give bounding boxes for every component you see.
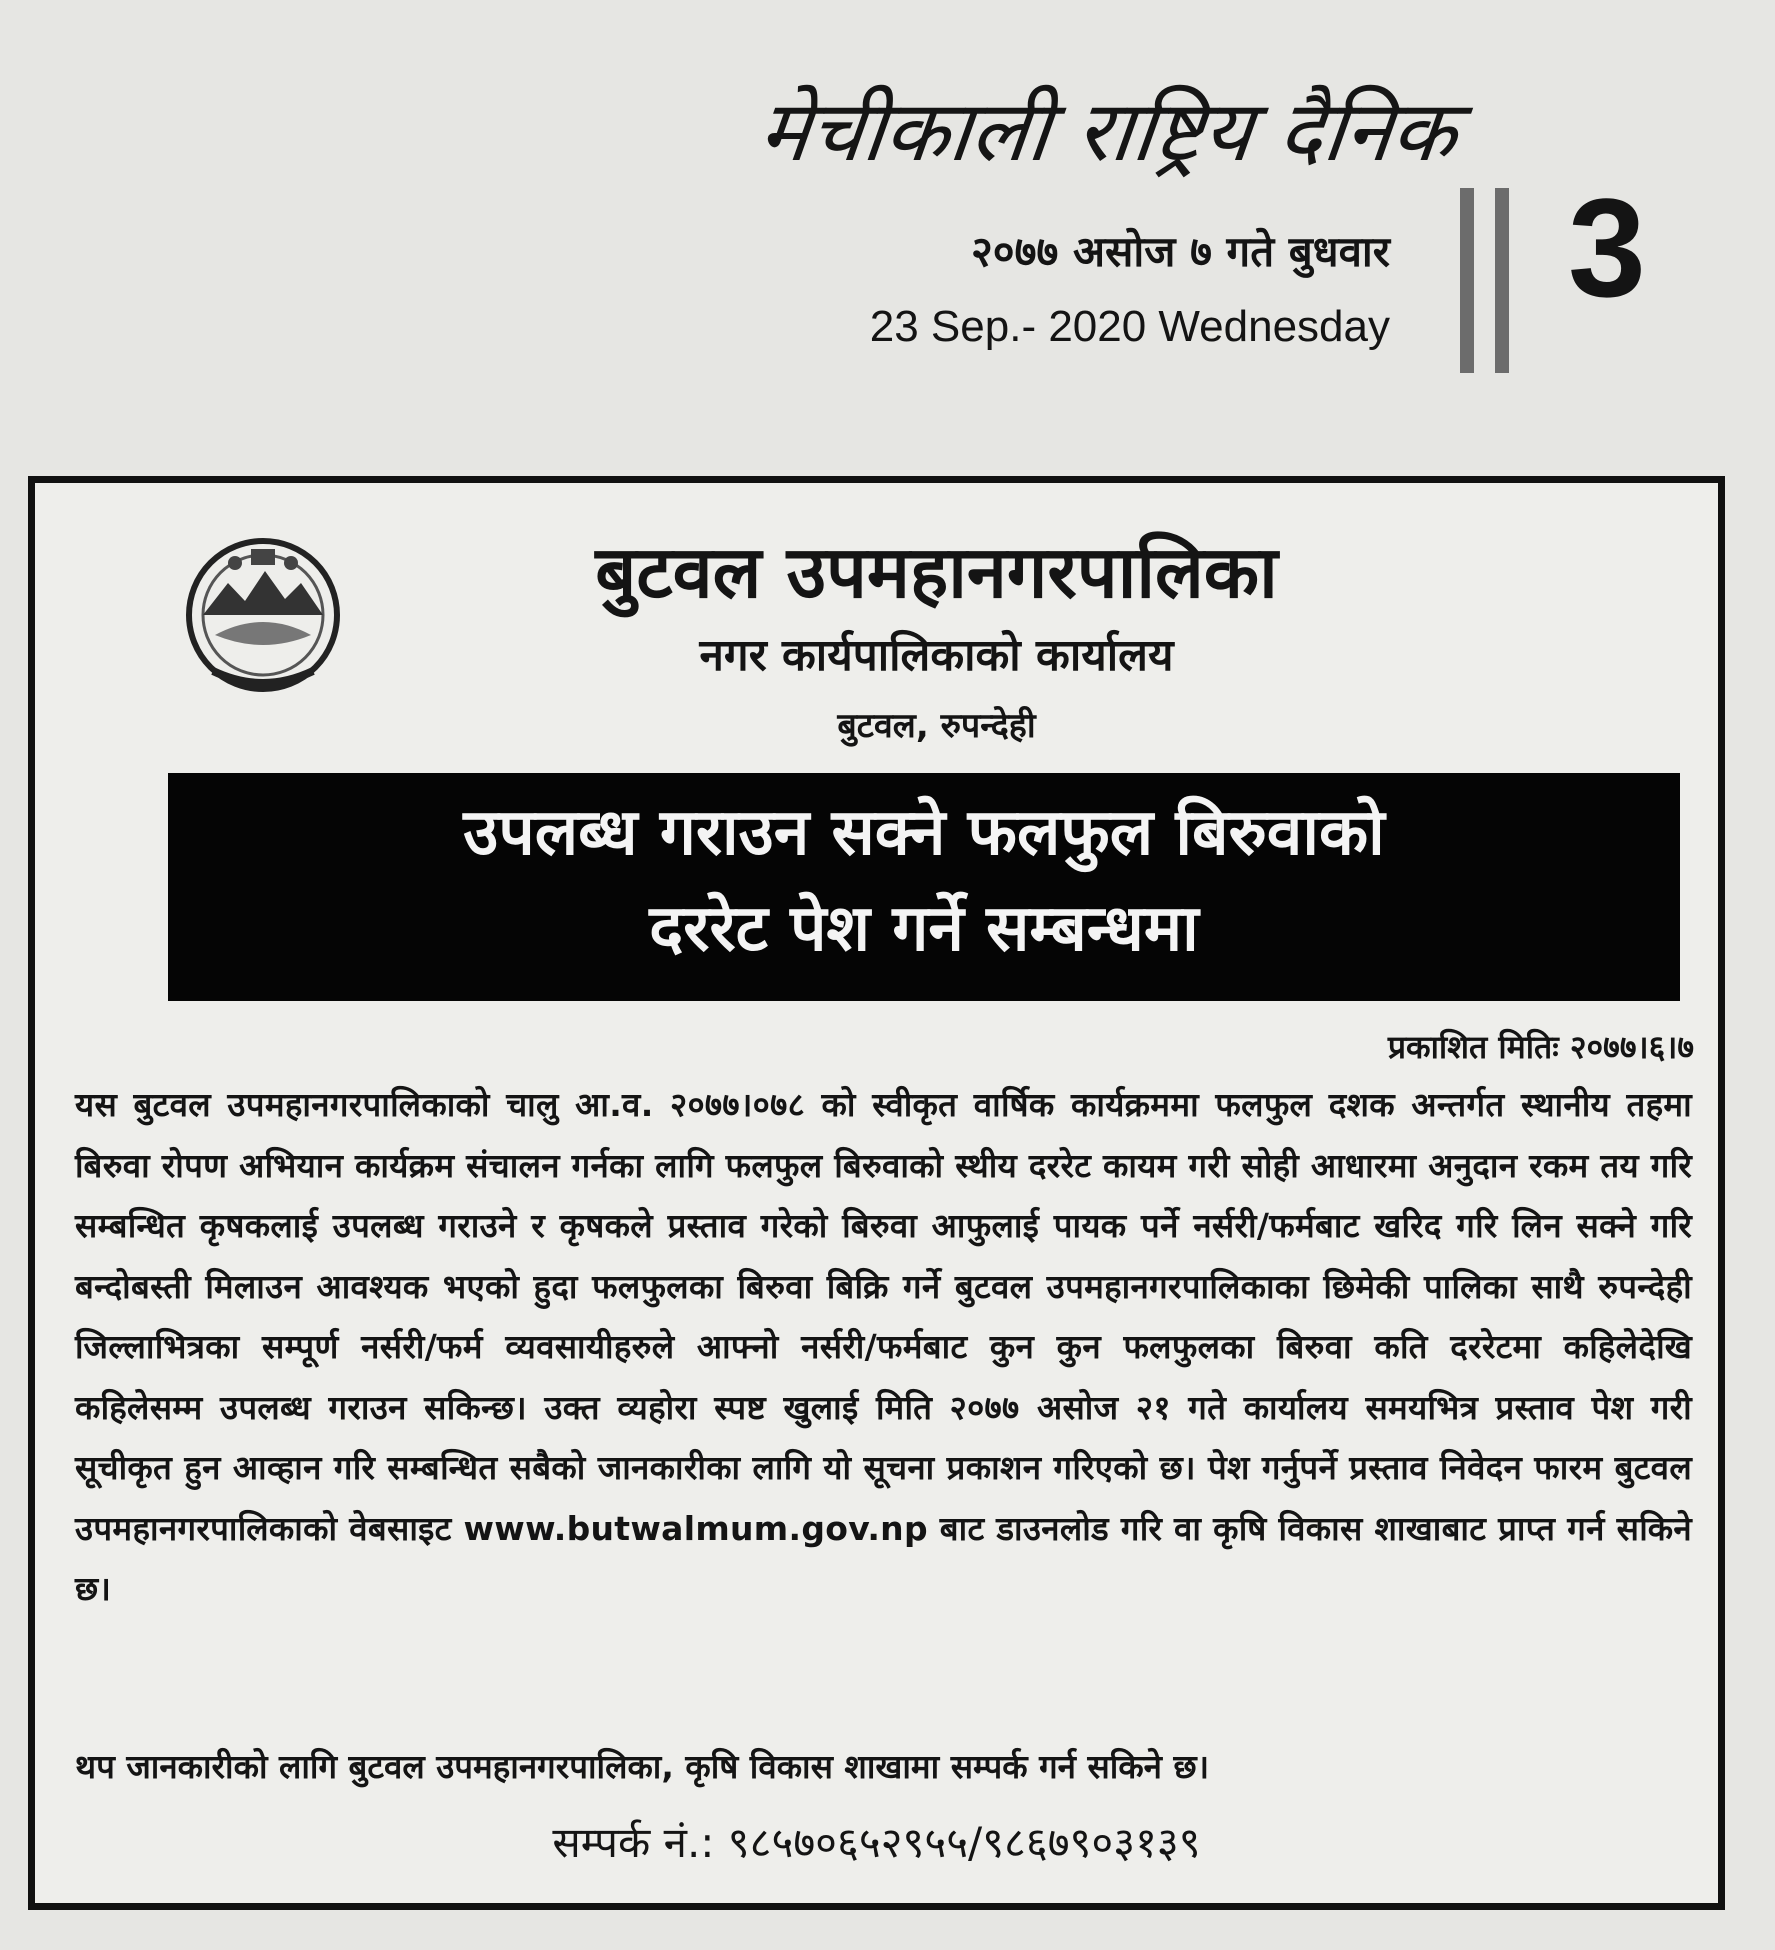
office-location: बुटवल, रुपन्देही (837, 706, 1036, 746)
notice-title (168, 773, 1680, 1001)
published-date: प्रकाशित मितिः २०७७।६।७ (1387, 1028, 1694, 1066)
page-number: 3 (1568, 169, 1646, 326)
page-divider-bar (1495, 188, 1509, 373)
page-divider-bar (1460, 188, 1474, 373)
contact-number: सम्पर्क नं.: ९८५७०६५२९५५/९८६७९०३१३९ (552, 1818, 1201, 1867)
date-english: 23 Sep.- 2020 Wednesday (869, 302, 1390, 351)
public-notice (28, 476, 1725, 1910)
office-subtitle: नगर कार्यपालिकाको कार्यालय (699, 630, 1174, 681)
notice-body: यस बुटवल उपमहानगरपालिकाको चालु आ.व. २०७७।०७८ को स्वीकृत वार्षिक कार्यक्रममा फलफुल दशक अन्तर्गत स्थानीय तहमा बिरुवा रोपण अभियान कार्यक्रम संचालन गर्नका लागि फलफुल बिरुवाको स्थीय दररेट कायम गरी सोही आधारमा अनुदान रकम तय गरि सम्बन्धित कृषकलाई उपलब्ध गराउने र कृषकले प्रस्ताव गरेको बिरुवा आफुलाई पायक पर्ने नर्सरी/फर्मबाट खरिद गरि लिन सक्ने गरि बन्दोबस्ती मिलाउन आवश्यक भएको हुदा फलफुलका बिरुवा बिक्रि गर्ने बुटवल उपमहानगरपालिकाका छिमेकी पालिका साथै रुपन्देही जिल्लाभित्रका सम्पूर्ण नर्सरी/फर्म व्यवसायीहरुले आफ्नो नर्सरी/फर्मबाट कुन कुन फलफुलका बिरुवा कति दररेटमा कहिलेदेखि कहिलेसम्म उपलब्ध गराउन सकिन्छ। उक्त व्यहोरा स्पष्ट खुलाई मिति २०७७ असोज २१ गते कार्यालय समयभित्र प्रस्ताव पेश गरी सूचीकृत हुन आव्हान गरि सम्बन्धित सबैको जानकारीका लागि यो सूचना प्रकाशन गरिएको छ। पेश गर्नुपर्ने प्रस्ताव निवेदन फारम बुटवल उपमहानगरपालिकाको वेबसाइट www.butwalmum.gov.np बाट डाउनलोड गरि वा कृषि विकास शाखाबाट प्राप्त गर्न सकिने छ। (75, 1085, 1692, 1608)
notice-footer: थप जानकारीको लागि बुटवल उपमहानगरपालिका, कृषि विकास शाखामा सम्पर्क गर्न सकिने छ। (75, 1747, 1210, 1786)
notice-title-line-2: दररेट पेश गर्ने सम्बन्धमा (649, 892, 1199, 966)
date-nepali: २०७७ असोज ७ गते बुधवार (970, 227, 1390, 276)
office-name: बुटवल उपमहानगरपालिका (595, 530, 1278, 614)
newspaper-name: मेचीकाली राष्ट्रिय दैनिक (754, 82, 1462, 180)
notice-title-line-1: उपलब्ध गराउन सक्ने फलफुल बिरुवाको (463, 796, 1385, 870)
